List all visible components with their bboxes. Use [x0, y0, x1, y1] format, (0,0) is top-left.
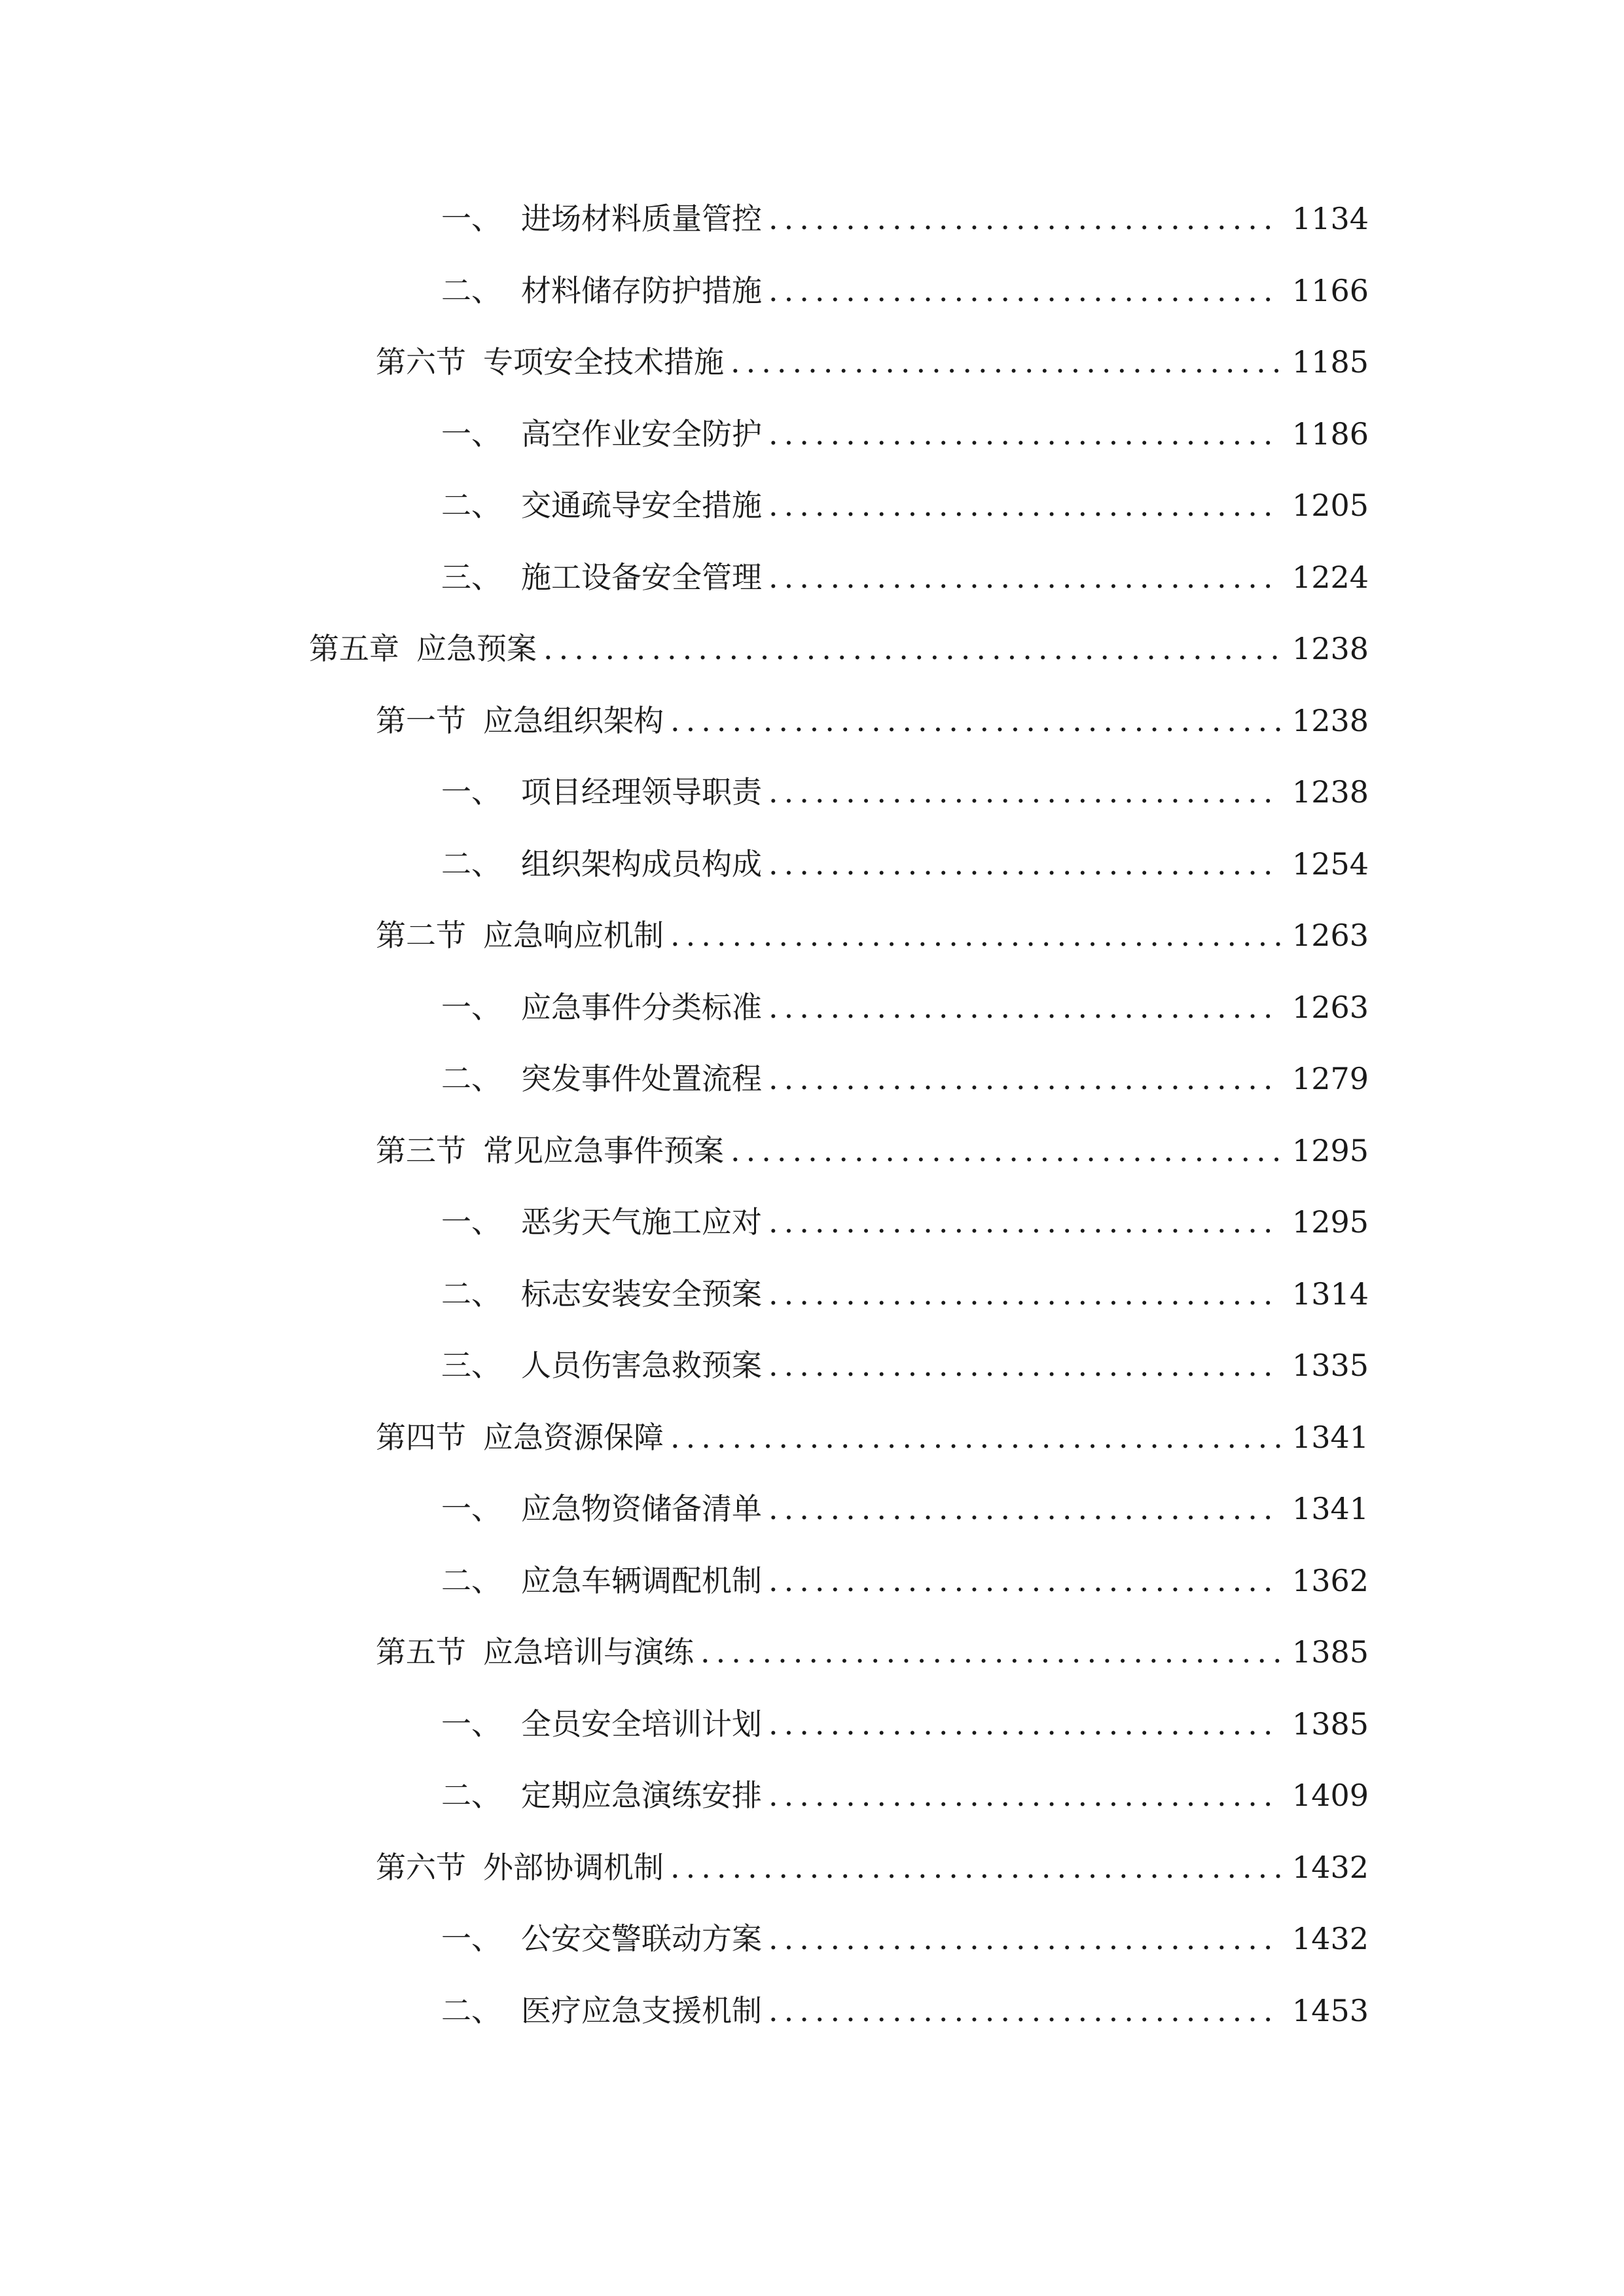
toc-entry-page-number: 1134 [1291, 201, 1369, 236]
toc-entry[interactable] [441, 1268, 1369, 1320]
toc-entry-number: 一、 [441, 1706, 501, 1742]
toc-entry-number: 一、 [441, 201, 501, 236]
dot-leader [768, 838, 1281, 890]
dot-leader [768, 551, 1281, 603]
toc-entry-number: 第六节 [376, 1850, 466, 1885]
toc-entry-page-number: 1453 [1291, 1993, 1369, 2028]
toc-entry[interactable] [441, 1196, 1369, 1248]
toc-entry-page-number: 1238 [1291, 774, 1369, 810]
toc-entry-title: 外部协调机制 [483, 1850, 664, 1885]
dot-leader [700, 1626, 1281, 1678]
toc-entry-page-number: 1385 [1291, 1706, 1369, 1742]
toc-entry-number: 二、 [441, 1993, 501, 2028]
toc-entry-number: 二、 [441, 273, 501, 308]
toc-entry-title: 高空作业安全防护 [521, 416, 762, 452]
toc-entry[interactable] [441, 192, 1369, 245]
toc-entry-number: 三、 [441, 560, 501, 595]
toc-entry[interactable] [376, 909, 1369, 961]
toc-entry-page-number: 1432 [1291, 1921, 1369, 1956]
toc-entry[interactable] [441, 1339, 1369, 1391]
toc-entry-number: 第三节 [376, 1133, 466, 1168]
dot-leader [768, 264, 1281, 317]
toc-entry-number: 第一节 [376, 703, 466, 738]
toc-entry-title: 项目经理领导职责 [521, 774, 762, 810]
toc-entry[interactable] [441, 1769, 1369, 1821]
toc-entry-page-number: 1335 [1291, 1348, 1369, 1383]
toc-entry-title: 公安交警联动方案 [521, 1921, 762, 1956]
toc-entry-number: 第五章 [309, 631, 399, 666]
toc-entry-title: 施工设备安全管理 [521, 560, 762, 595]
toc-entry-number: 二、 [441, 1778, 501, 1813]
toc-entry-number: 第二节 [376, 918, 466, 953]
toc-entry-page-number: 1263 [1291, 918, 1369, 953]
toc-entry[interactable] [376, 1841, 1369, 1893]
dot-leader [670, 1411, 1281, 1463]
toc-entry-page-number: 1341 [1291, 1420, 1369, 1455]
toc-entry[interactable] [441, 981, 1369, 1033]
toc-entry-number: 三、 [441, 1348, 501, 1383]
toc-entry-page-number: 1341 [1291, 1491, 1369, 1526]
toc-entry-title: 医疗应急支援机制 [521, 1993, 762, 2028]
toc-entry-page-number: 1238 [1291, 631, 1369, 666]
toc-entry-number: 一、 [441, 774, 501, 810]
toc-entry-number: 二、 [441, 1563, 501, 1598]
toc-entry-title: 应急车辆调配机制 [521, 1563, 762, 1598]
toc-entry-title: 应急培训与演练 [483, 1634, 694, 1670]
dot-leader [731, 336, 1281, 388]
toc-entry-title: 组织架构成员构成 [521, 846, 762, 882]
toc-entry-title: 交通疏导安全措施 [521, 488, 762, 523]
toc-entry[interactable] [441, 408, 1369, 460]
dot-leader [670, 1841, 1281, 1893]
toc-entry-title: 全员安全培训计划 [521, 1706, 762, 1742]
toc-entry[interactable] [309, 622, 1369, 675]
toc-entry-number: 二、 [441, 1061, 501, 1096]
toc-entry-page-number: 1385 [1291, 1634, 1369, 1670]
toc-entry-number: 一、 [441, 1921, 501, 1956]
dot-leader [768, 1554, 1281, 1607]
toc-entry-page-number: 1314 [1291, 1276, 1369, 1312]
dot-leader [768, 1912, 1281, 1965]
dot-leader [768, 192, 1281, 245]
toc-entry[interactable] [441, 1984, 1369, 2037]
dot-leader [670, 909, 1281, 961]
toc-entry-page-number: 1185 [1291, 344, 1369, 380]
toc-entry-title: 定期应急演练安排 [521, 1778, 762, 1813]
toc-entry-title: 突发事件处置流程 [521, 1061, 762, 1096]
toc-entry-number: 一、 [441, 990, 501, 1025]
toc-entry[interactable] [376, 336, 1369, 388]
toc-entry-number: 第六节 [376, 344, 466, 380]
toc-entry-number: 二、 [441, 488, 501, 523]
toc-entry-page-number: 1279 [1291, 1061, 1369, 1096]
dot-leader [768, 1769, 1281, 1821]
toc-entry-number: 第四节 [376, 1420, 466, 1455]
toc-entry[interactable] [441, 838, 1369, 890]
toc-entry-title: 应急物资储备清单 [521, 1491, 762, 1526]
toc-entry-page-number: 1186 [1291, 416, 1369, 452]
toc-entry[interactable] [441, 1482, 1369, 1535]
toc-entry-page-number: 1238 [1291, 703, 1369, 738]
dot-leader [670, 694, 1281, 747]
toc-entry[interactable] [441, 479, 1369, 531]
toc-entry-number: 第五节 [376, 1634, 466, 1670]
toc-entry-page-number: 1432 [1291, 1850, 1369, 1885]
toc-entry[interactable] [441, 1698, 1369, 1750]
toc-entry-title: 恶劣天气施工应对 [521, 1204, 762, 1240]
toc-entry-title: 专项安全技术措施 [483, 344, 724, 380]
toc-entry[interactable] [376, 1124, 1369, 1177]
dot-leader [768, 1196, 1281, 1248]
dot-leader [768, 1984, 1281, 2037]
dot-leader [768, 981, 1281, 1033]
toc-entry-title: 进场材料质量管控 [521, 201, 762, 236]
toc-entry[interactable] [441, 1554, 1369, 1607]
toc-entry-title: 应急预案 [416, 631, 537, 666]
toc-entry-number: 二、 [441, 1276, 501, 1312]
dot-leader [768, 408, 1281, 460]
toc-entry-page-number: 1254 [1291, 846, 1369, 882]
toc-entry[interactable] [376, 1411, 1369, 1463]
toc-entry-page-number: 1166 [1291, 273, 1369, 308]
toc-entry-page-number: 1295 [1291, 1204, 1369, 1240]
dot-leader [768, 479, 1281, 531]
toc-entry-page-number: 1224 [1291, 560, 1369, 595]
toc-entry-title: 应急响应机制 [483, 918, 664, 953]
dot-leader [768, 1698, 1281, 1750]
toc-entry-title: 常见应急事件预案 [483, 1133, 724, 1168]
toc-entry-title: 应急组织架构 [483, 703, 664, 738]
toc-entry-title: 标志安装安全预案 [521, 1276, 762, 1312]
dot-leader [768, 1052, 1281, 1105]
toc-entry[interactable] [376, 1626, 1369, 1678]
toc-entry-page-number: 1263 [1291, 990, 1369, 1025]
dot-leader [768, 766, 1281, 818]
dot-leader [731, 1124, 1281, 1177]
toc-entry-title: 应急资源保障 [483, 1420, 664, 1455]
toc-entry[interactable] [376, 694, 1369, 747]
toc-entry[interactable] [441, 1052, 1369, 1105]
toc-entry[interactable] [441, 1912, 1369, 1965]
toc-entry-number: 一、 [441, 1491, 501, 1526]
dot-leader [768, 1339, 1281, 1391]
dot-leader [543, 622, 1281, 675]
toc-entry-title: 材料储存防护措施 [521, 273, 762, 308]
dot-leader [768, 1268, 1281, 1320]
toc-entry-page-number: 1362 [1291, 1563, 1369, 1598]
toc-entry-page-number: 1205 [1291, 488, 1369, 523]
toc-entry-title: 人员伤害急救预案 [521, 1348, 762, 1383]
toc-entry-number: 一、 [441, 1204, 501, 1240]
toc-entry-page-number: 1409 [1291, 1778, 1369, 1813]
toc-entry[interactable] [441, 551, 1369, 603]
toc-entry[interactable] [441, 766, 1369, 818]
dot-leader [768, 1482, 1281, 1535]
toc-entry-page-number: 1295 [1291, 1133, 1369, 1168]
toc-entry-title: 应急事件分类标准 [521, 990, 762, 1025]
toc-entry-number: 二、 [441, 846, 501, 882]
toc-entry[interactable] [441, 264, 1369, 317]
toc-entry-number: 一、 [441, 416, 501, 452]
